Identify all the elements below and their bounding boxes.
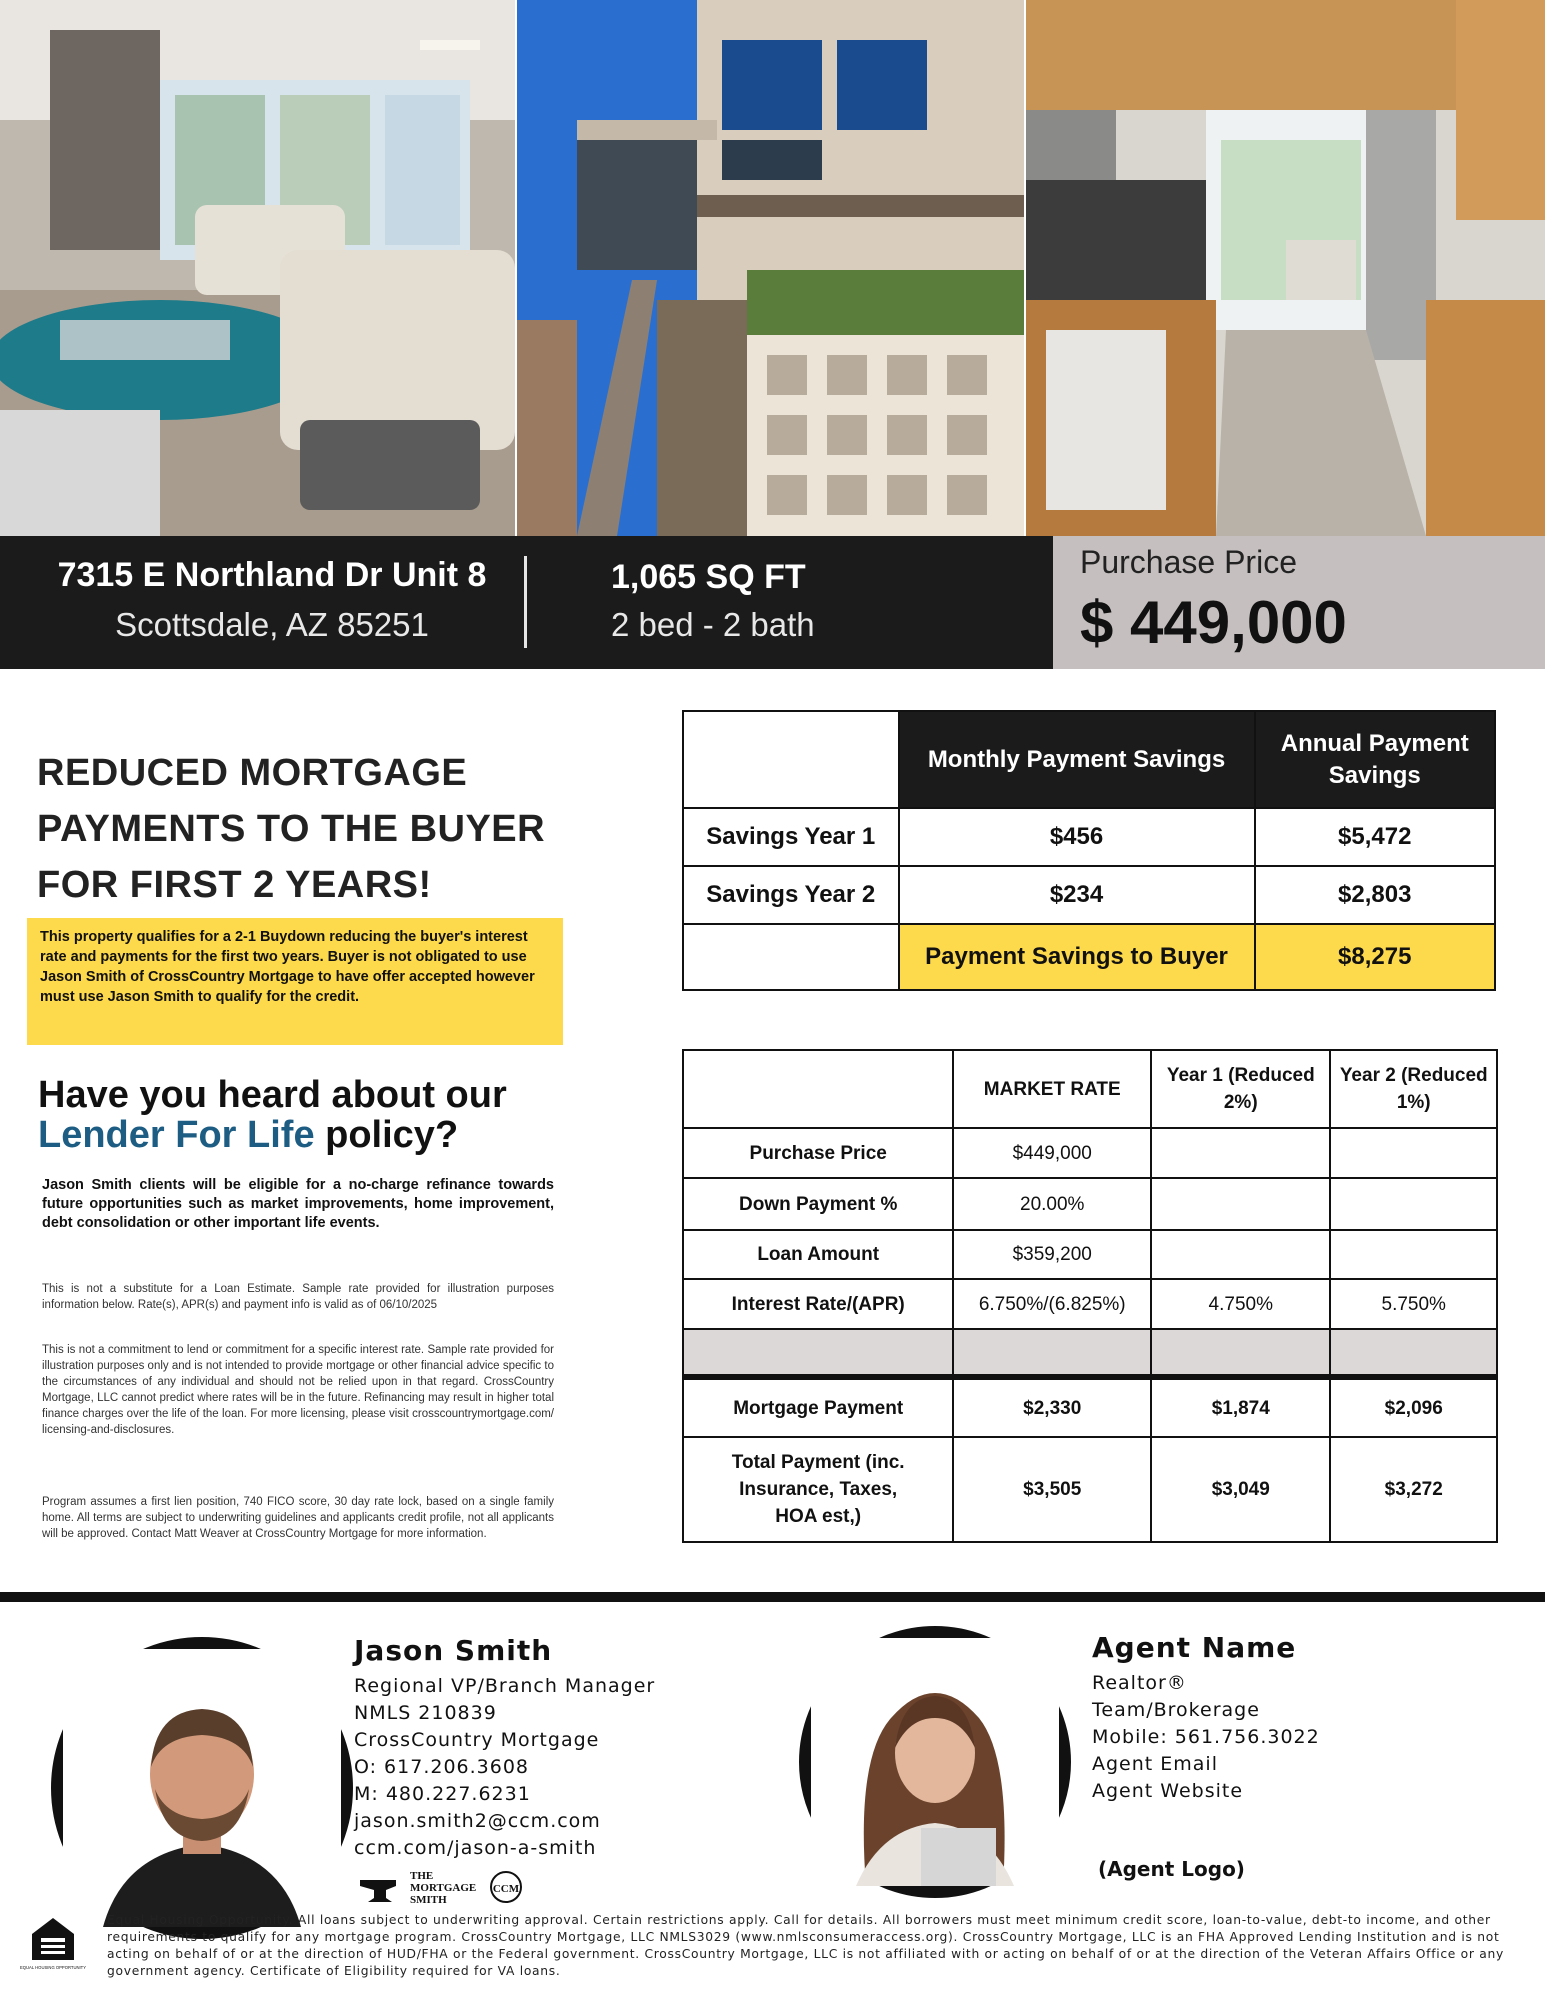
address-line-1: 7315 E Northland Dr Unit 8	[57, 556, 487, 594]
row-label	[683, 924, 899, 990]
savings-table	[682, 710, 1496, 991]
loan-officer-title: Regional VP/Branch Manager	[354, 1675, 656, 1697]
agent-name: Agent Name	[1092, 1631, 1297, 1664]
table-row	[683, 924, 1495, 990]
logo-text-smith: SMITH	[410, 1894, 447, 1906]
table-cell	[683, 1329, 953, 1377]
table-cell	[1330, 1128, 1497, 1178]
mortgage-smith-logo	[356, 1866, 526, 1908]
table-cell: $3,505	[953, 1437, 1151, 1542]
header-cell: Year 2 (Reduced 1%)	[1330, 1050, 1497, 1128]
logo-text-mortgage: MORTGAGE	[410, 1882, 477, 1894]
lfl-heading-highlight: Lender For Life	[38, 1114, 315, 1156]
loan-officer-email[interactable]: jason.smith2@ccm.com	[354, 1810, 601, 1832]
legal-disclaimer: Equal Housing Opportunity. All loans subject to underwriting approval. Certain restrictions apply. Call for details. All borrowers must meet minimum credit score, loan-to-value, debt-to income, and other requirements to qualify for any mortgage program. CrossCountry Mortgage, LLC NMLS3029 (www.nmlsconsumeraccess.org). CrossCountry Mortgage, LLC is an FHA Approved Lending Institution and is not acting on behalf of or at the direction of HUD/FHA or the Federal government. CrossCountry Mortgage, LLC is not affiliated with or acting on behalf of or at the direction of the Veteran Affairs Office or any government agency. Certificate of Eligibility required for VA loans.	[107, 1913, 1504, 1978]
table-cell: $2,330	[953, 1377, 1151, 1437]
table-cell	[953, 1329, 1151, 1377]
table-row	[683, 1437, 1497, 1542]
row-label: Purchase Price	[683, 1128, 953, 1178]
table-cell: 20.00%	[953, 1178, 1151, 1230]
exterior-photo	[517, 0, 1024, 536]
table-cell: $456	[899, 808, 1255, 866]
fine-print-1: This is not a substitute for a Loan Estimate. Sample rate provided for illustration purposes information below. Rate(s), APR(s) and payment info is valid as of 06/10/2025	[42, 1283, 554, 1311]
address-line-2: Scottsdale, AZ 85251	[115, 606, 429, 643]
table-cell	[1330, 1230, 1497, 1279]
total-label-cell: Payment Savings to Buyer	[899, 924, 1255, 990]
price-label: Purchase Price	[1080, 544, 1297, 580]
row-label: Loan Amount	[683, 1230, 953, 1279]
header-cell: MARKET RATE	[953, 1050, 1151, 1128]
agent-avatar	[799, 1626, 1071, 1898]
buydown-notice: This property qualifies for a 2-1 Buydown reducing the buyer's interest rate and payments for the first two years. Buyer is not obligated to use Jason Smith of CrossCountry Mortgage to have offer accepted however must use Jason Smith to qualify for the credit.	[27, 918, 563, 1045]
table-header-row	[683, 711, 1495, 808]
lfl-heading-part-1: Have you heard about our	[38, 1074, 507, 1116]
lfl-heading-part-2: policy?	[314, 1114, 459, 1156]
header-cell: Annual Payment Savings	[1255, 711, 1495, 808]
fine-print-2: This is not a commitment to lend or commitment for a specific interest rate. Sample rate provided for illustration purposes only and is not intended to provide mortgage or other financial advice specific to the circumstances of any individual and should not be relied upon in that regard. CrossCountry Mortgage, LLC cannot predict where rates will be in the future. Refinancing may result in higher total finance charges over the life of the loan. For more licensing, please visit crosscountrymortgage.com/ licensing-and-disclosures.	[42, 1344, 554, 1436]
lender-for-life-heading	[38, 1075, 598, 1155]
price-value: $ 449,000	[1080, 589, 1347, 656]
table-cell	[1151, 1329, 1330, 1377]
table-cell: $3,272	[1330, 1437, 1497, 1542]
agent-title: Realtor®	[1092, 1672, 1187, 1694]
table-row	[683, 1377, 1497, 1437]
table-cell: $234	[899, 866, 1255, 924]
loan-officer-mobile-phone[interactable]: M: 480.227.6231	[354, 1783, 531, 1805]
equal-housing-text: EQUAL HOUSING OPPORTUNITY	[19, 1965, 87, 1970]
kitchen-photo	[1026, 0, 1545, 536]
table-cell: $359,200	[953, 1230, 1151, 1279]
price-box	[1053, 536, 1545, 669]
table-cell	[1151, 1128, 1330, 1178]
table-cell	[1151, 1230, 1330, 1279]
table-cell: $5,472	[1255, 808, 1495, 866]
spacer-row	[683, 1329, 1497, 1377]
table-cell: 4.750%	[1151, 1279, 1330, 1329]
total-value-cell: $8,275	[1255, 924, 1495, 990]
footer-divider	[0, 1592, 1545, 1602]
loan-officer-name: Jason Smith	[354, 1634, 553, 1667]
table-cell	[1330, 1178, 1497, 1230]
agent-mobile[interactable]: Mobile: 561.756.3022	[1092, 1726, 1320, 1748]
header-cell: Monthly Payment Savings	[899, 711, 1255, 808]
table-header-row	[683, 1050, 1497, 1128]
table-cell: 5.750%	[1330, 1279, 1497, 1329]
agent-contact	[1092, 1631, 1320, 1805]
property-info-bar	[0, 536, 1053, 669]
table-cell: 6.750%/(6.825%)	[953, 1279, 1151, 1329]
table-row	[683, 1128, 1497, 1178]
table-cell: $3,049	[1151, 1437, 1330, 1542]
table-row	[683, 1230, 1497, 1279]
header-cell: Year 1 (Reduced 2%)	[1151, 1050, 1330, 1128]
table-cell	[1330, 1329, 1497, 1377]
row-label: Savings Year 1	[683, 808, 899, 866]
agent-brokerage: Team/Brokerage	[1092, 1699, 1260, 1721]
square-footage: 1,065 SQ FT	[611, 558, 806, 596]
row-label: Mortgage Payment	[683, 1377, 953, 1437]
promo-headline: REDUCED MORTGAGE PAYMENTS TO THE BUYER FOR FIRST 2 YEARS!	[37, 752, 546, 906]
rates-table	[682, 1049, 1498, 1543]
header-cell	[683, 1050, 953, 1128]
lender-for-life-description: Jason Smith clients will be eligible for a no-charge refinance towards future opportunities such as market improvements, home improvement, debt consolidation or other important life events.	[42, 1177, 554, 1231]
row-label: Interest Rate/(APR)	[683, 1279, 953, 1329]
loan-officer-company: CrossCountry Mortgage	[354, 1729, 600, 1751]
ccm-logo-text: CCM	[492, 1883, 520, 1895]
table-cell: $449,000	[953, 1128, 1151, 1178]
living-room-photo	[0, 0, 515, 536]
header-cell	[683, 711, 899, 808]
table-row	[683, 1178, 1497, 1230]
loan-officer-office-phone[interactable]: O: 617.206.3608	[354, 1756, 530, 1778]
loan-officer-avatar	[51, 1637, 353, 1939]
table-row	[683, 808, 1495, 866]
row-label: Down Payment %	[683, 1178, 953, 1230]
table-cell	[1151, 1178, 1330, 1230]
logo-text-the: THE	[410, 1870, 434, 1882]
row-label: Savings Year 2	[683, 866, 899, 924]
table-cell: $1,874	[1151, 1377, 1330, 1437]
divider	[524, 556, 527, 648]
row-label: Total Payment (inc. Insurance, Taxes, HOA est,)	[683, 1437, 953, 1542]
agent-website[interactable]: Agent Website	[1092, 1780, 1244, 1802]
loan-officer-website[interactable]: ccm.com/jason-a-smith	[354, 1837, 597, 1859]
beds-baths: 2 bed - 2 bath	[611, 606, 815, 643]
table-row	[683, 1279, 1497, 1329]
loan-officer-nmls: NMLS 210839	[354, 1702, 497, 1724]
table-cell: $2,096	[1330, 1377, 1497, 1437]
equal-housing-icon	[19, 1916, 87, 1974]
loan-officer-contact	[354, 1634, 655, 1862]
fine-print-3: Program assumes a first lien position, 740 FICO score, 30 day rate lock, based on a single family home. All terms are subject to underwriting guidelines and applicants credit profile, not all applicants will be approved. Contact Matt Weaver at CrossCountry Mortgage for more information.	[42, 1496, 554, 1540]
table-row	[683, 866, 1495, 924]
agent-logo-placeholder: (Agent Logo)	[1098, 1857, 1245, 1881]
agent-email[interactable]: Agent Email	[1092, 1753, 1218, 1775]
table-cell: $2,803	[1255, 866, 1495, 924]
